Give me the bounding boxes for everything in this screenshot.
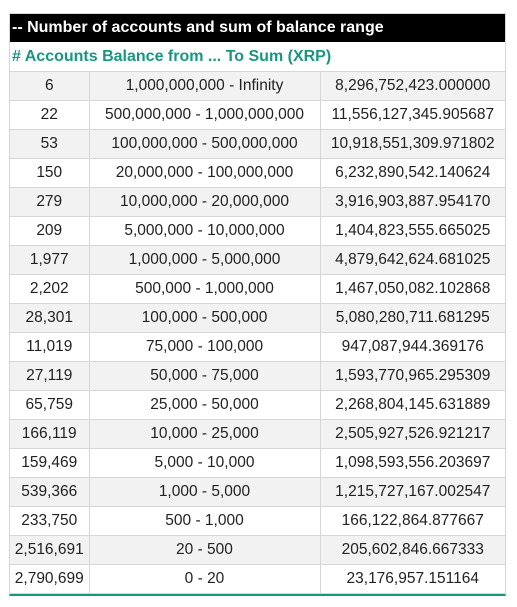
accounts-cell: 6 bbox=[10, 72, 89, 101]
accounts-cell: 53 bbox=[10, 130, 89, 159]
balance-range-cell: 75,000 - 100,000 bbox=[89, 333, 320, 362]
table-row bbox=[10, 304, 505, 333]
sum-cell: 2,505,927,526.921217 bbox=[320, 420, 505, 449]
accounts-cell: 150 bbox=[10, 159, 89, 188]
accounts-cell: 279 bbox=[10, 188, 89, 217]
table-row bbox=[10, 565, 505, 594]
sum-cell: 205,602,846.667333 bbox=[320, 536, 505, 565]
sum-cell: 1,593,770,965.295309 bbox=[320, 362, 505, 391]
balance-range-cell: 0 - 20 bbox=[89, 565, 320, 594]
table-row bbox=[10, 420, 505, 449]
table-row bbox=[10, 507, 505, 536]
accounts-cell: 11,019 bbox=[10, 333, 89, 362]
sum-cell: 11,556,127,345.905687 bbox=[320, 101, 505, 130]
accounts-cell: 28,301 bbox=[10, 304, 89, 333]
accounts-cell: 2,790,699 bbox=[10, 565, 89, 594]
balance-range-cell: 500,000 - 1,000,000 bbox=[89, 275, 320, 304]
accounts-cell: 233,750 bbox=[10, 507, 89, 536]
table-row bbox=[10, 188, 505, 217]
balance-range-cell: 10,000,000 - 20,000,000 bbox=[89, 188, 320, 217]
accounts-cell: 2,516,691 bbox=[10, 536, 89, 565]
accounts-cell: 22 bbox=[10, 101, 89, 130]
balance-range-cell: 1,000,000,000 - Infinity bbox=[89, 72, 320, 101]
sum-cell: 10,918,551,309.971802 bbox=[320, 130, 505, 159]
accounts-cell: 159,469 bbox=[10, 449, 89, 478]
table-row bbox=[10, 362, 505, 391]
table-body bbox=[10, 72, 505, 594]
table-row bbox=[10, 159, 505, 188]
sum-cell: 23,176,957.151164 bbox=[320, 565, 505, 594]
sum-cell: 3,916,903,887.954170 bbox=[320, 188, 505, 217]
balance-range-cell: 5,000,000 - 10,000,000 bbox=[89, 217, 320, 246]
table-row bbox=[10, 101, 505, 130]
accounts-cell: 65,759 bbox=[10, 391, 89, 420]
accounts-cell: 1,977 bbox=[10, 246, 89, 275]
sum-cell: 4,879,642,624.681025 bbox=[320, 246, 505, 275]
balance-range-panel bbox=[9, 13, 506, 596]
sum-cell: 8,296,752,423.000000 bbox=[320, 72, 505, 101]
balance-range-cell: 100,000,000 - 500,000,000 bbox=[89, 130, 320, 159]
accounts-cell: 166,119 bbox=[10, 420, 89, 449]
table-row bbox=[10, 478, 505, 507]
balance-range-cell: 500 - 1,000 bbox=[89, 507, 320, 536]
sum-cell: 1,404,823,555.665025 bbox=[320, 217, 505, 246]
accounts-cell: 2,202 bbox=[10, 275, 89, 304]
sum-cell: 5,080,280,711.681295 bbox=[320, 304, 505, 333]
sum-cell: 2,268,804,145.631889 bbox=[320, 391, 505, 420]
table-title: -- Number of accounts and sum of balance range bbox=[10, 14, 505, 42]
sum-cell: 6,232,890,542.140624 bbox=[320, 159, 505, 188]
balance-range-cell: 5,000 - 10,000 bbox=[89, 449, 320, 478]
table-row bbox=[10, 72, 505, 101]
sum-cell: 166,122,864.877667 bbox=[320, 507, 505, 536]
table-row bbox=[10, 391, 505, 420]
balance-range-cell: 100,000 - 500,000 bbox=[89, 304, 320, 333]
accounts-cell: 27,119 bbox=[10, 362, 89, 391]
balance-range-cell: 500,000,000 - 1,000,000,000 bbox=[89, 101, 320, 130]
table-row bbox=[10, 536, 505, 565]
table-row bbox=[10, 333, 505, 362]
table-row bbox=[10, 130, 505, 159]
balance-range-cell: 20 - 500 bbox=[89, 536, 320, 565]
balance-range-cell: 1,000 - 5,000 bbox=[89, 478, 320, 507]
balance-range-cell: 20,000,000 - 100,000,000 bbox=[89, 159, 320, 188]
table-row bbox=[10, 275, 505, 304]
sum-cell: 1,098,593,556.203697 bbox=[320, 449, 505, 478]
table-row bbox=[10, 449, 505, 478]
balance-range-cell: 10,000 - 25,000 bbox=[89, 420, 320, 449]
balance-range-cell: 50,000 - 75,000 bbox=[89, 362, 320, 391]
sum-cell: 947,087,944.369176 bbox=[320, 333, 505, 362]
balance-range-cell: 25,000 - 50,000 bbox=[89, 391, 320, 420]
accounts-cell: 539,366 bbox=[10, 478, 89, 507]
accounts-cell: 209 bbox=[10, 217, 89, 246]
table-row bbox=[10, 217, 505, 246]
balance-range-cell: 1,000,000 - 5,000,000 bbox=[89, 246, 320, 275]
sum-cell: 1,215,727,167.002547 bbox=[320, 478, 505, 507]
column-header: # Accounts Balance from ... To Sum (XRP) bbox=[10, 42, 505, 72]
table-row bbox=[10, 246, 505, 275]
sum-cell: 1,467,050,082.102868 bbox=[320, 275, 505, 304]
balance-table bbox=[10, 72, 505, 594]
